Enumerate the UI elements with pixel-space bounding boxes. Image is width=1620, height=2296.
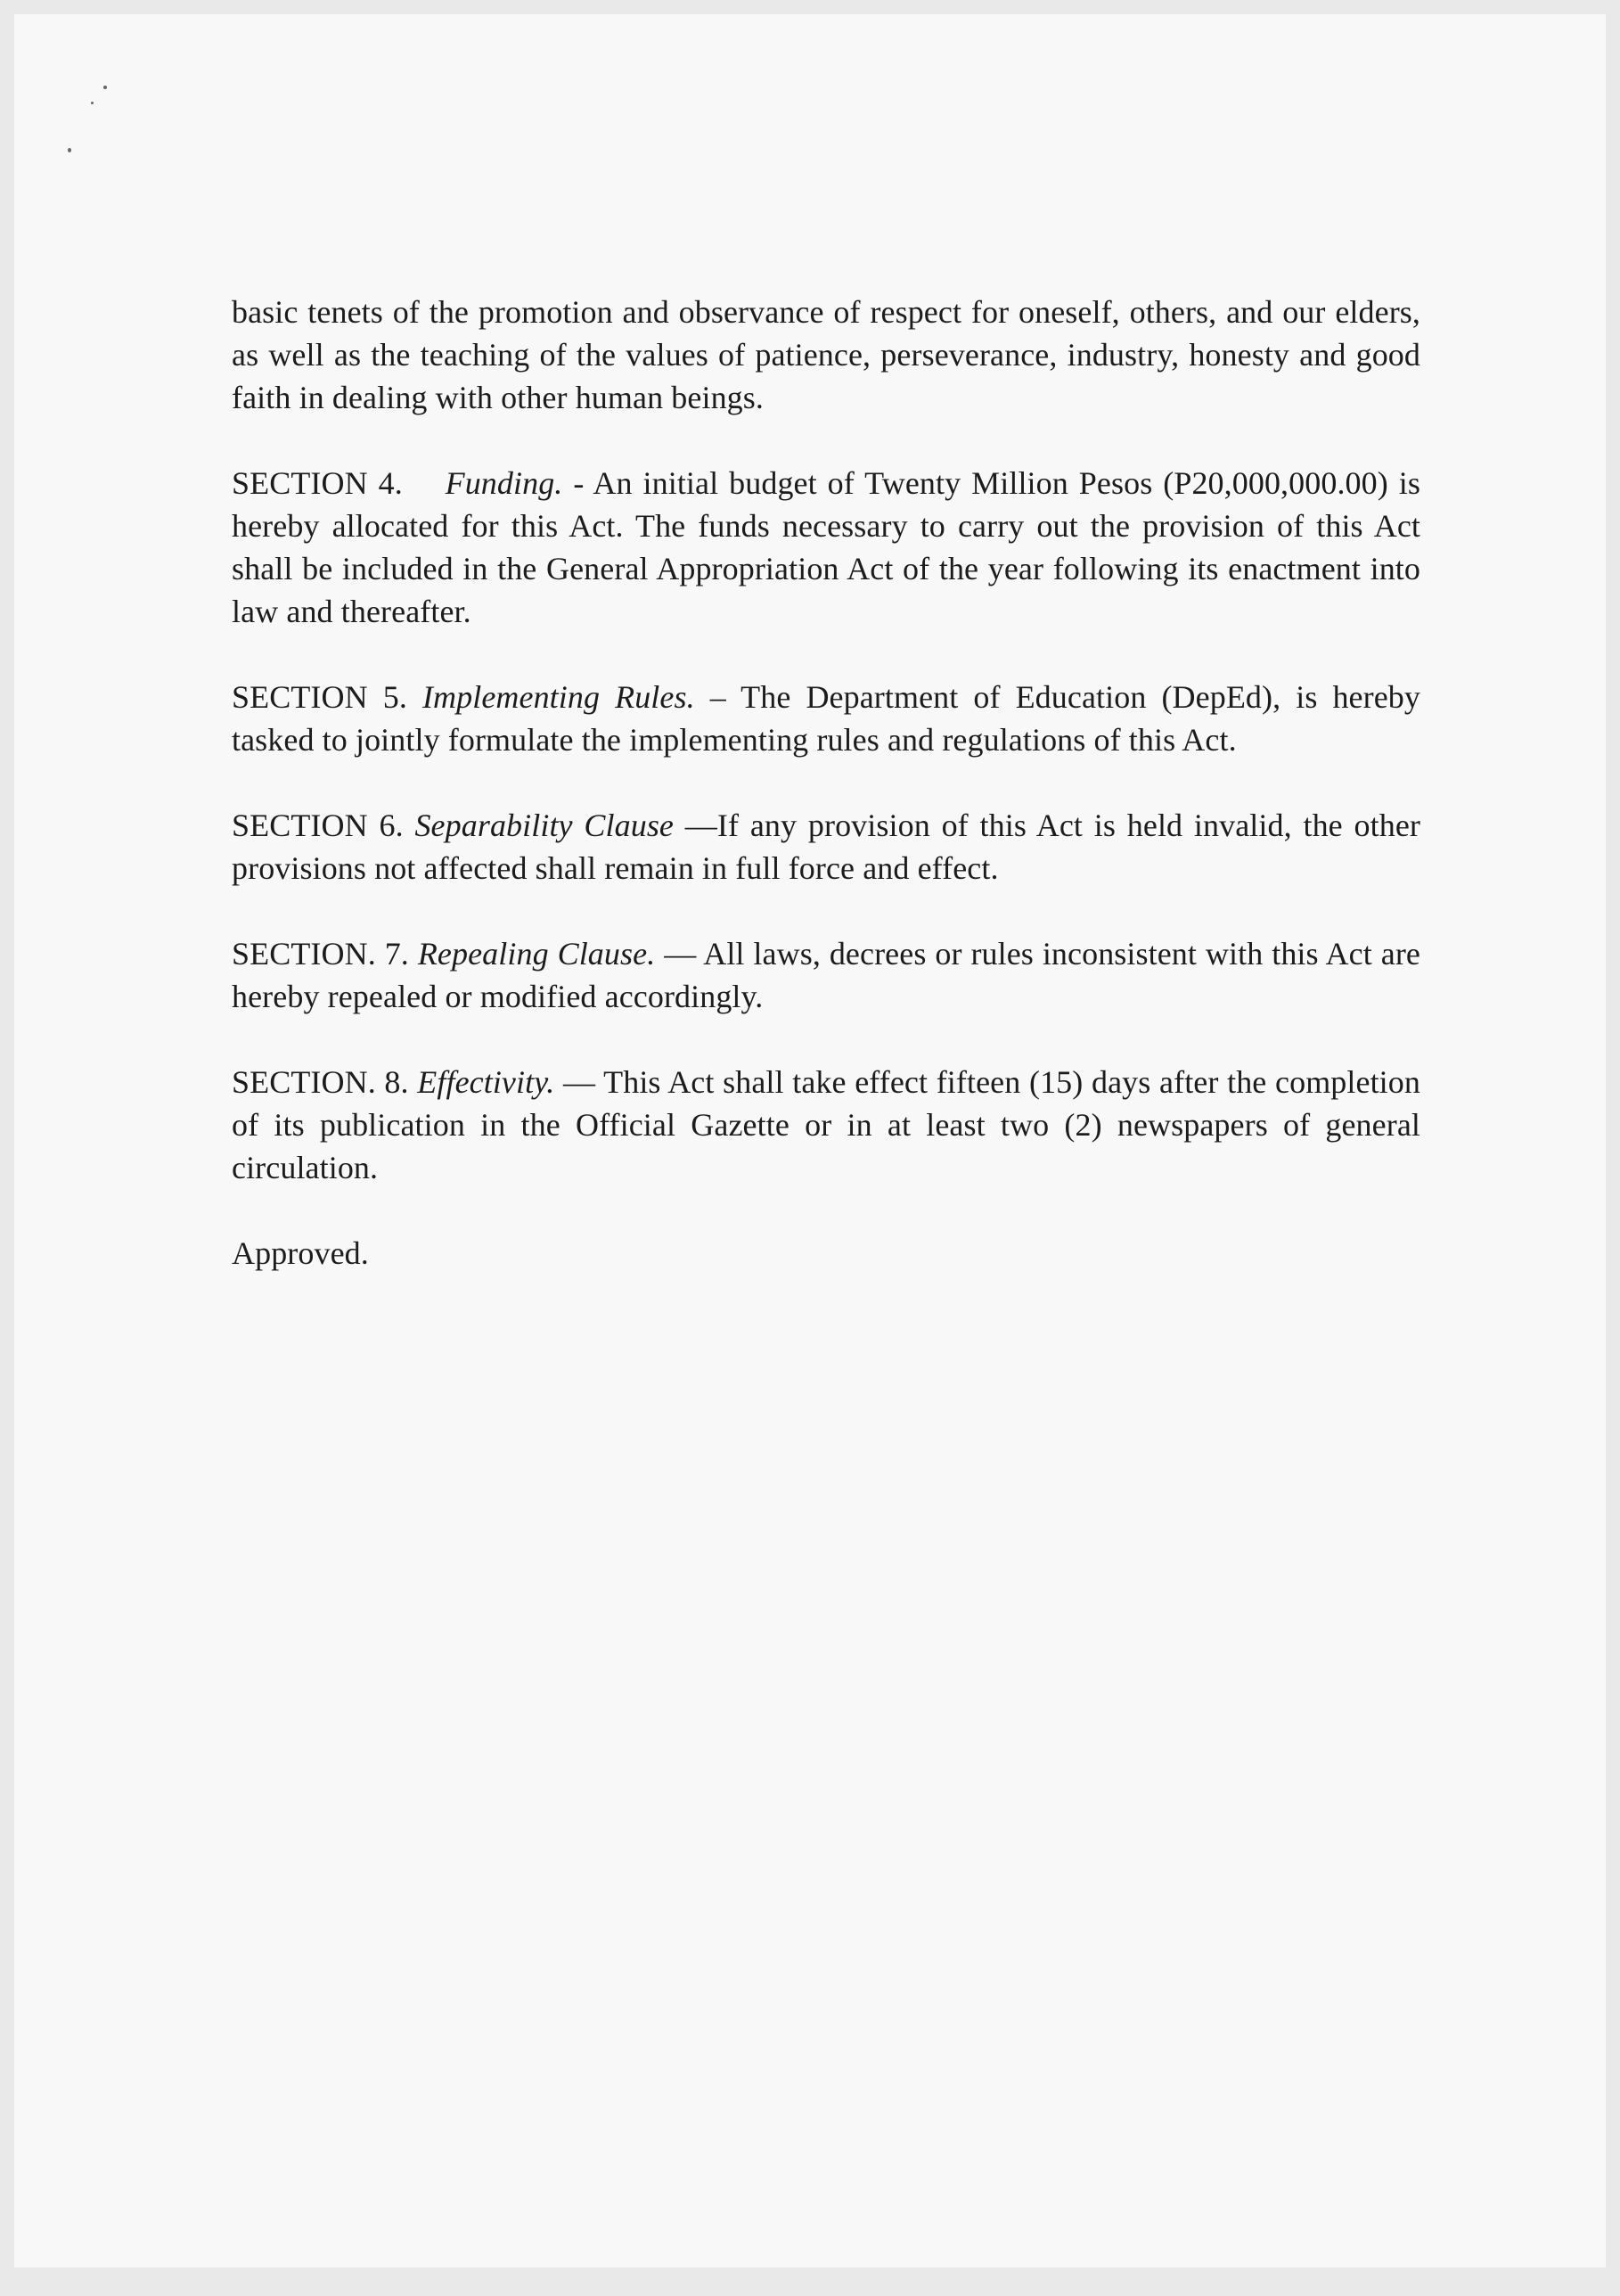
section-4-heading: SECTION 4. [232,465,403,501]
section-4-title: Funding. [445,465,563,501]
section-7-heading: SECTION. 7. [232,936,409,972]
section-4-text: - An initial budget of Twenty Million Pesos (P20,000,000.00) is hereby allocated for this Act. The funds necessary to carry out the provision of this Act shall be included in the General Appropriation Act of the year following its enactment into law and thereafter. [232,465,1420,629]
section-8-paragraph [232,1061,1420,1189]
section-5-paragraph [232,676,1420,761]
section-8-text: — This Act shall take effect fifteen (15) days after the completion of its publication in the Official Gazette or in at least two (2) newspapers of general circulation. [232,1064,1420,1185]
paragraph-text: basic tenets of the promotion and observance of respect for oneself, others, and our elders, as well as the teaching of the values of patience, perseverance, industry, honesty and good faith in dealing with other human beings. [232,294,1420,415]
section-7-paragraph [232,932,1420,1018]
section-6-title: Separability Clause [414,808,675,843]
section-7-text: — All laws, decrees or rules inconsistent with this Act are hereby repealed or modified accordingly. [232,936,1420,1014]
section-6-heading: SECTION 6. [232,808,404,843]
section-5-text: – The Department of Education (DepEd), is hereby tasked to jointly formulate the implementing rules and regulations of this Act. [232,679,1420,758]
section-5-title: Implementing Rules. [421,679,695,715]
document-page [14,14,1606,2267]
section-5-heading: SECTION 5. [232,679,407,715]
section-6-paragraph [232,804,1420,890]
scan-specks [68,86,175,175]
section-6-text: —If any provision of this Act is held invalid, the other provisions not affected shall remain in full force and effect. [232,808,1420,886]
paragraph-continuation [232,291,1420,419]
section-7-title: Repealing Clause. [417,936,656,972]
document-body [232,291,1420,1317]
section-8-title: Effectivity. [417,1064,555,1100]
section-8-heading: SECTION. 8. [232,1064,409,1100]
closing-approved: Approved. [232,1235,369,1271]
section-4-paragraph [232,462,1420,633]
